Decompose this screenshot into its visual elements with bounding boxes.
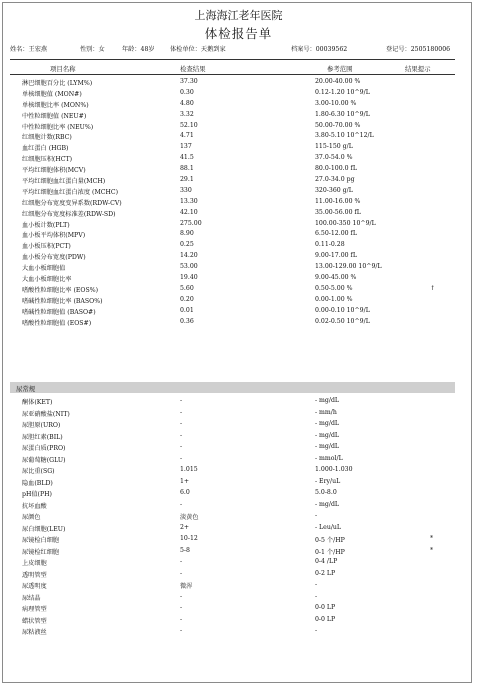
table-row (10, 88, 455, 99)
table-row (10, 477, 455, 489)
table-row (10, 626, 455, 638)
item-reference: 100.00-350 10^9/L (315, 219, 376, 227)
item-result: 19.40 (180, 274, 198, 282)
item-reference: - mg/dL (315, 443, 340, 450)
item-result: 8.90 (180, 230, 194, 238)
item-result: - (180, 558, 183, 565)
column-header-result: 检查结果 (180, 65, 206, 73)
item-result: 1+ (180, 477, 190, 485)
item-name: 红细胞分布宽度标准差(RDW-SD) (22, 210, 116, 218)
table-row (10, 153, 455, 164)
item-name: 透明管型 (22, 571, 47, 579)
table-row (10, 592, 455, 604)
item-result: 88.1 (180, 165, 194, 173)
table-row (10, 442, 455, 454)
item-reference: 3.00-10.00 % (315, 99, 357, 107)
item-name: 尿粘液丝 (22, 629, 47, 636)
item-result: 0.30 (180, 88, 194, 96)
header-divider-bottom (10, 74, 455, 75)
table-row (10, 488, 455, 500)
item-reference: 1.80-6.30 10^9/L (315, 110, 370, 118)
item-reference: - mg/dL (315, 420, 340, 427)
column-header-reference: 参考范围 (327, 65, 353, 73)
table-row (10, 164, 455, 175)
column-header-flag: 结果提示 (405, 65, 431, 73)
item-name: 尿比重(SG) (22, 468, 55, 475)
item-name: 大血小板细胞比率 (22, 276, 72, 284)
table-row (10, 615, 455, 627)
table-row (10, 142, 455, 153)
item-reference: - mg/dL (315, 500, 340, 508)
table-row (10, 317, 455, 328)
item-result: 52.10 (180, 121, 198, 129)
table-row (10, 408, 455, 420)
item-reference: 5.0-8.0 (315, 489, 337, 496)
item-result: 1.015 (180, 466, 198, 473)
item-name: 红细胞计数(RBC) (22, 134, 72, 142)
item-result: 0.20 (180, 295, 194, 303)
item-name: 尿胆原(URO) (22, 422, 61, 429)
file-number: 档案号：00039562 (291, 46, 348, 53)
table-row (10, 240, 455, 251)
item-reference: - Ery/uL (315, 477, 341, 485)
table-row (10, 251, 455, 262)
item-name: pH值(PH) (22, 491, 52, 498)
item-name: 尿亚硝酸盐(NIT) (22, 410, 70, 418)
section-title: 尿常规 (16, 385, 36, 393)
table-row (10, 284, 455, 295)
item-name: 嗜酸性粒细胞值 (EOS#) (22, 319, 92, 327)
item-name: 中性粒细胞值 (NEU#) (22, 112, 87, 120)
item-reference: 37.0-54.0 % (315, 154, 353, 162)
item-reference: 9.00-17.00 fL (315, 252, 357, 260)
patient-age: 年龄：48岁 (122, 46, 155, 53)
item-name: 血小板压积(PCT) (22, 243, 71, 251)
item-result: 2+ (180, 523, 190, 531)
item-name: 平均红细胞血红蛋白浓度 (MCHC) (22, 188, 119, 196)
item-name: 尿胆红素(BIL) (22, 433, 63, 441)
item-name: 上皮细胞 (22, 560, 47, 567)
item-reference: 27.0-34.0 pg (315, 176, 355, 184)
table-row (10, 77, 455, 88)
item-reference: - mmol/L (315, 454, 343, 462)
table-row (10, 396, 455, 408)
patient-sex: 性别：女 (80, 46, 105, 53)
item-reference: 6.50-12.00 fL (315, 230, 357, 238)
item-name: 抗坏血酸 (22, 502, 47, 510)
report-title: 体检报告单 (204, 26, 273, 41)
item-reference: 13.00-129.00 10^9/L (315, 263, 382, 271)
item-reference: - (315, 627, 318, 634)
item-reference: 80.0-100.0 fL (315, 165, 357, 173)
header-divider-top (10, 59, 455, 60)
item-name: 红细胞分布宽度变异系数(RDW-CV) (22, 199, 122, 207)
item-name: 单核细胞值 (MON#) (22, 90, 82, 98)
item-name: 平均红细胞体积(MCV) (22, 167, 86, 175)
item-name: 嗜碱性粒细胞值 (BASO#) (22, 308, 96, 316)
item-result: - (180, 420, 183, 427)
item-reference: 0.00-1.00 % (315, 295, 353, 303)
table-row (10, 580, 455, 592)
table-row (10, 500, 455, 512)
item-result: 0.01 (180, 306, 194, 314)
item-result: 29.1 (180, 176, 194, 184)
item-result: 4.71 (180, 132, 194, 140)
item-reference: 0-2 LP (315, 569, 336, 577)
item-reference: - (315, 581, 318, 588)
table-row (10, 569, 455, 581)
item-result: 330 (180, 186, 192, 194)
item-result: - (180, 615, 183, 623)
item-result: 微浑 (180, 583, 193, 590)
item-reference: 0.00-0.10 10^9/L (315, 306, 370, 314)
item-reference: 0.02-0.50 10^9/L (315, 317, 370, 325)
item-reference: - (315, 512, 318, 519)
item-name: 平均红细胞血红蛋白量(MCH) (22, 178, 106, 186)
item-result: - (180, 592, 183, 600)
patient-unit: 体检单位：天鹅到家 (170, 46, 226, 53)
item-name: 嗜碱性粒细胞比率 (BASO%) (22, 297, 103, 305)
item-name: 尿透明度 (22, 583, 47, 590)
item-reference: - Leu/uL (315, 523, 341, 531)
item-name: 单核细胞比率 (MON%) (22, 101, 89, 109)
table-row (10, 110, 455, 121)
table-row (10, 99, 455, 110)
item-result: 10-12 (180, 535, 198, 542)
item-name: 血红蛋白 (HGB) (22, 145, 69, 153)
table-row (10, 534, 455, 546)
item-result: 5.60 (180, 284, 194, 292)
item-flag: ↑ (430, 284, 436, 292)
urine-results-table (10, 396, 455, 638)
table-row (10, 229, 455, 240)
item-reference: - mg/dL (315, 431, 340, 439)
item-result: 137 (180, 143, 192, 151)
table-row (10, 546, 455, 558)
item-reference: 115-150 g/L (315, 143, 353, 151)
item-reference: - mm/h (315, 408, 337, 416)
item-result: 42.10 (180, 208, 198, 216)
item-reference: - (315, 592, 318, 600)
item-reference: 20.00-40.00 % (315, 78, 361, 85)
table-row (10, 273, 455, 284)
item-reference: 1.000-1.030 (315, 466, 353, 473)
hospital-name: 上海海江老年医院 (194, 9, 283, 22)
item-result: - (180, 569, 183, 577)
item-result: 13.30 (180, 197, 198, 205)
item-reference: 11.00-16.00 % (315, 197, 361, 205)
item-name: 大血小板细胞值 (22, 265, 66, 273)
item-result: 41.5 (180, 154, 194, 162)
item-name: 酮体(KET) (22, 399, 53, 406)
item-reference: 9.00-45.00 % (315, 274, 357, 282)
item-name: 尿白细胞(LEU) (22, 525, 66, 533)
table-row (10, 523, 455, 535)
item-flag: * (430, 535, 434, 542)
item-name: 尿颜色 (22, 514, 41, 521)
item-result: - (180, 454, 183, 462)
item-name: 红细胞压积(HCT) (22, 156, 73, 164)
patient-info (10, 44, 467, 56)
item-result: 0.36 (180, 317, 194, 325)
item-result: - (180, 397, 183, 404)
item-result: 5-8 (180, 546, 190, 554)
table-row (10, 306, 455, 317)
item-result: 53.00 (180, 263, 198, 271)
table-row (10, 557, 455, 569)
item-name: 尿镜检红细胞 (22, 548, 60, 556)
item-reference: 0.11-0.28 (315, 241, 345, 249)
table-row (10, 419, 455, 431)
item-result: 14.20 (180, 252, 198, 260)
item-result: - (180, 500, 183, 508)
item-name: 中性粒细胞比率 (NEU%) (22, 123, 94, 131)
table-row (10, 431, 455, 443)
item-name: 血小板计数(PLT) (22, 221, 70, 229)
item-result: 4.80 (180, 99, 194, 107)
item-reference: 0-4 /LP (315, 558, 338, 565)
item-reference: 50.00-70.00 % (315, 121, 361, 129)
item-reference: 3.80-5.10 10^12/L (315, 132, 374, 140)
item-result: - (180, 443, 183, 450)
item-result: 0.25 (180, 241, 194, 249)
table-row (10, 186, 455, 197)
table-row (10, 465, 455, 477)
item-result: 37.30 (180, 78, 198, 85)
table-row (10, 262, 455, 273)
item-name: 淋巴细胞百分比 (LYM%) (22, 80, 93, 87)
table-row (10, 219, 455, 230)
item-result: 淡黄色 (180, 514, 199, 521)
table-row (10, 121, 455, 132)
item-name: 嗜酸性粒细胞比率 (EOS%) (22, 286, 99, 294)
item-reference: 0-1 个/HP (315, 548, 345, 556)
item-result: - (180, 408, 183, 416)
table-row (10, 197, 455, 208)
item-name: 病理管型 (22, 606, 47, 613)
item-result: - (180, 627, 183, 634)
table-row (10, 511, 455, 523)
table-row (10, 175, 455, 186)
item-reference: 0-0 LP (315, 615, 336, 623)
item-reference: 0-0 LP (315, 604, 336, 611)
table-row (10, 131, 455, 142)
table-row (10, 295, 455, 306)
section-urine-header (10, 382, 455, 393)
item-name: 血小板分布宽度(PDW) (22, 254, 86, 262)
patient-name: 姓名：王宏燕 (10, 46, 48, 53)
item-result: 275.00 (180, 219, 202, 227)
item-name: 蜡状管型 (22, 617, 47, 625)
table-row (10, 208, 455, 219)
item-result: - (180, 431, 183, 439)
item-reference: 0-5 个/HP (315, 537, 345, 544)
item-name: 尿葡萄糖(GLU) (22, 456, 66, 464)
blood-results-table (10, 77, 455, 327)
item-name: 尿蛋白质(PRO) (22, 445, 66, 452)
table-row (10, 454, 455, 466)
item-name: 尿结晶 (22, 594, 41, 602)
item-reference: 0.50-5.00 % (315, 284, 353, 292)
item-name: 血小板平均体积(MPV) (22, 232, 86, 240)
item-result: 3.32 (180, 110, 194, 118)
item-reference: 0.12-1.20 10^9/L (315, 88, 370, 96)
column-header-name: 项目名称 (50, 65, 76, 73)
item-reference: 320-360 g/L (315, 186, 353, 194)
item-result: - (180, 604, 183, 611)
item-result: 6.0 (180, 489, 190, 496)
table-row (10, 603, 455, 615)
item-reference: 35.00-56.00 fL (315, 208, 361, 216)
registration-number: 登记号：2505180006 (386, 46, 451, 53)
item-name: 尿镜检白细胞 (22, 537, 60, 544)
item-name: 隐血(BLD) (22, 479, 53, 487)
item-flag: * (430, 546, 434, 554)
item-reference: - mg/dL (315, 397, 340, 404)
